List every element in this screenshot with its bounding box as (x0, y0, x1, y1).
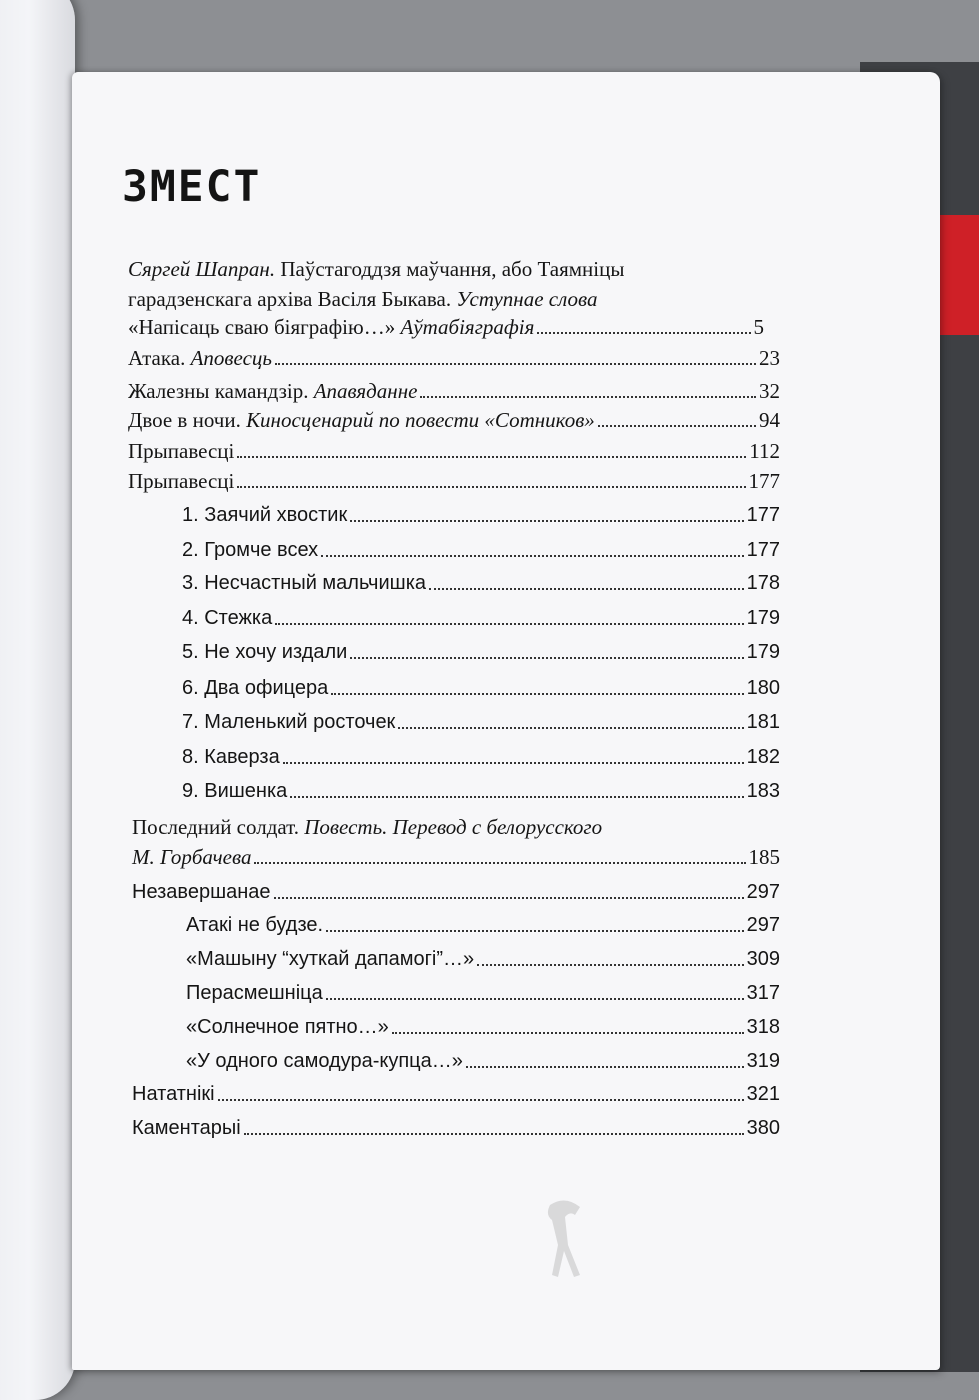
leader-dots (331, 693, 743, 695)
toc-entry-page: 94 (759, 408, 780, 432)
toc-subentry[interactable] (182, 742, 780, 770)
toc-entry[interactable] (132, 842, 780, 870)
toc-subentry-label: 7. Маленький росточек (182, 711, 396, 733)
toc-subentry[interactable] (186, 978, 780, 1006)
toc-entry-page: 185 (748, 845, 780, 869)
toc-subentry[interactable] (186, 944, 780, 972)
toc-entry[interactable] (132, 1079, 780, 1107)
toc-subentry-label: «Солнечное пятно…» (186, 1016, 389, 1038)
toc-subentry-page: 177 (746, 504, 780, 526)
toc-intro-title2: гарадзенскага архіва Васіля Быкава. (128, 287, 457, 311)
toc-subentry-page: 297 (746, 914, 780, 936)
leader-dots (290, 796, 743, 798)
toc-subentry-label: «У одного самодура-купца…» (186, 1050, 463, 1072)
toc-subentry[interactable] (182, 637, 780, 665)
toc-intro-line1 (128, 256, 624, 282)
leader-dots (537, 332, 750, 334)
leader-dots (326, 930, 744, 932)
leader-dots (244, 1133, 744, 1135)
toc-intro-author: Сяргей Шапран. (128, 257, 276, 281)
toc-subentry-label: 9. Вишенка (182, 780, 288, 802)
leader-dots (350, 657, 743, 659)
toc-subentry[interactable] (182, 535, 780, 563)
toc-entry[interactable] (128, 312, 764, 340)
leader-dots (466, 1066, 744, 1068)
toc-subentry-page: 177 (746, 539, 780, 561)
toc-last-soldier-title: Последний солдат. (132, 815, 305, 839)
leader-dots (429, 588, 744, 590)
toc-subentry-page: 183 (746, 780, 780, 802)
toc-entry-label: Нататнікі (132, 1083, 215, 1105)
leader-dots (420, 396, 756, 398)
toc-entry-page: 321 (746, 1083, 780, 1105)
toc-subentry-label: Перасмешніца (186, 982, 323, 1004)
toc-entry-page: 23 (759, 346, 780, 370)
toc-subentry-label: 5. Не хочу издали (182, 641, 348, 663)
toc-entry-label: «Напісаць сваю біяграфію…» Аўтабіяграфія (128, 315, 535, 339)
leader-dots (398, 727, 743, 729)
leader-dots (283, 762, 744, 764)
toc-entry-label: Двое в ночи. Киносценарий по повести «Сотников» (128, 408, 595, 432)
toc-last-soldier-translator: М. Горбачева (132, 845, 252, 869)
leader-dots (275, 623, 743, 625)
toc-intro-title1: Паўстагоддзя маўчання, або Таямніцы (275, 257, 625, 281)
toc-subentry-page: 178 (746, 572, 780, 594)
toc-subentry[interactable] (182, 776, 780, 804)
toc-entry-label: Незавершанае (132, 881, 271, 903)
toc-subentry-page: 182 (746, 746, 780, 768)
toc-entry-page: 380 (746, 1117, 780, 1139)
toc-subentry[interactable] (186, 910, 780, 938)
toc-subentry[interactable] (186, 1012, 780, 1040)
toc-subentry[interactable] (186, 1046, 780, 1074)
toc-intro-subtitle: Уступнае слова (456, 287, 598, 311)
toc-subentry-page: 317 (746, 982, 780, 1004)
toc-subentry-page: 318 (746, 1016, 780, 1038)
toc-subentry-page: 180 (746, 677, 780, 699)
toc-last-soldier-subtitle: Повесть. Перевод с белорусского (304, 815, 603, 839)
leader-dots (218, 1099, 744, 1101)
toc-subentry[interactable] (182, 673, 780, 701)
toc-entry-label: Прыпавесці (128, 439, 235, 463)
leader-dots (274, 897, 744, 899)
leader-dots (350, 520, 743, 522)
toc-entry[interactable] (128, 343, 780, 371)
toc-subentry[interactable] (182, 568, 780, 596)
toc-entry-page: 32 (759, 379, 780, 403)
toc-entry-label: Прыпавесці (128, 469, 235, 493)
toc-subentry-label: 3. Несчастный мальчишка (182, 572, 427, 594)
toc-subentry[interactable] (182, 500, 780, 528)
toc-subentry-label: 1. Заячий хвостик (182, 504, 348, 526)
toc-subentry-page: 309 (746, 948, 780, 970)
toc-entry-page: 112 (749, 439, 780, 463)
leader-dots (326, 998, 744, 1000)
toc-subentry-label: 4. Стежка (182, 607, 273, 629)
toc-entry[interactable] (128, 376, 780, 404)
page-title: ЗМЕСТ (122, 162, 262, 212)
toc-entry-page: 5 (753, 315, 764, 339)
toc-entry-unfinished[interactable] (132, 877, 780, 905)
toc-subentry[interactable] (182, 707, 780, 735)
toc-subentry-label: «Машыну “хуткай дапамогі”…» (186, 948, 475, 970)
leader-dots (598, 425, 756, 427)
leader-dots (321, 555, 744, 557)
leader-dots (392, 1032, 744, 1034)
toc-entry-parables[interactable] (128, 466, 780, 494)
toc-subentry-label: 2. Громче всех (182, 539, 319, 561)
toc-entry[interactable] (132, 1113, 780, 1141)
toc-entry-page: 177 (748, 469, 780, 493)
leader-dots (237, 486, 745, 488)
toc-subentry-page: 179 (746, 607, 780, 629)
toc-entry[interactable] (128, 405, 780, 433)
leader-dots (275, 363, 756, 365)
toc-subentry-label: Атакі не будзе. (186, 914, 324, 936)
toc-last-soldier-line1[interactable] (132, 814, 602, 840)
toc-intro-line2 (128, 286, 597, 312)
publisher-logo-icon (530, 1195, 600, 1285)
toc-subentry-page: 319 (746, 1050, 780, 1072)
toc-subentry[interactable] (182, 603, 780, 631)
leader-dots (254, 862, 745, 864)
toc-subentry-label: 8. Каверза (182, 746, 280, 768)
toc-entry-label: Атака. Аповесць (128, 346, 272, 370)
toc-subentry-page: 179 (746, 641, 780, 663)
toc-entry[interactable] (128, 436, 780, 464)
toc-entry-page: 297 (746, 881, 780, 903)
toc-subentry-page: 181 (746, 711, 780, 733)
toc-entry-label: Каментарыі (132, 1117, 241, 1139)
toc-subentry-label: 6. Два офицера (182, 677, 329, 699)
leader-dots (237, 456, 746, 458)
leader-dots (477, 964, 743, 966)
toc-entry-label: Жалезны камандзір. Апавяданне (128, 379, 418, 403)
